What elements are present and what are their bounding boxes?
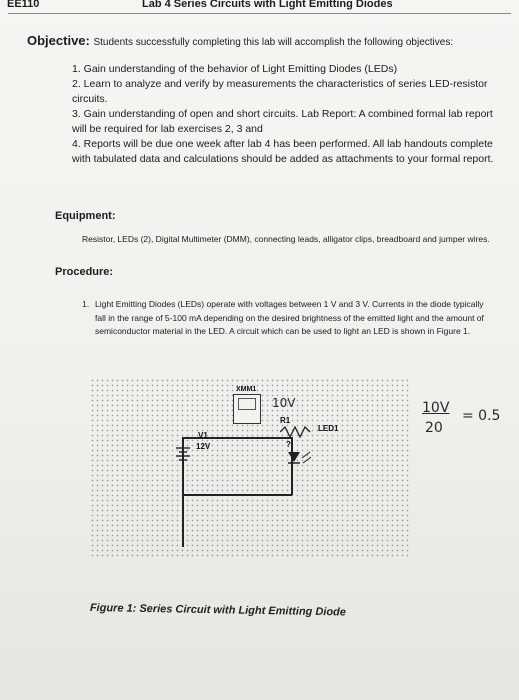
course-code: EE110 [7, 0, 40, 10]
source-value: 12V [196, 442, 211, 451]
objective-item: 3. Gain understanding of open and short circuits. Lab Report: A combined formal lab report will be required for lab exercises 2, 3 and [72, 108, 493, 135]
handwritten-fraction-denominator: 20 [425, 420, 443, 436]
objective-item: 2. Learn to analyze and verify by measurements the characteristics of series LED-resistor circuits. [72, 78, 488, 105]
equipment-text: Resistor, LEDs (2), Digital Multimeter (DMM), connecting leads, alligator clips, breadboard and jumper wires. [82, 234, 490, 244]
figure-caption: Figure 1: Series Circuit with Light Emitting Diode [89, 602, 347, 619]
circuit-diagram [90, 378, 410, 558]
procedure-step [82, 298, 488, 339]
objective-intro: Students successfully completing this lab will accomplish the following objectives: [93, 37, 454, 48]
source-label: V1 [198, 431, 208, 440]
multimeter-label: XMM1 [236, 386, 257, 393]
step-number: 1. [82, 299, 90, 309]
handwritten-fraction-numerator: 10V [422, 400, 450, 416]
multimeter-box [233, 394, 261, 424]
resistor-value: ? [286, 440, 291, 449]
battery-symbol [174, 444, 192, 464]
lab-title: Lab 4 Series Circuits with Light Emitting Diodes [142, 0, 393, 10]
handwritten-result: = 0.5 [462, 408, 501, 424]
wire-source-lead [182, 495, 184, 547]
led-symbol [286, 450, 314, 472]
procedure-heading: Procedure: [55, 266, 114, 278]
handwritten-voltage-note: 10V [272, 396, 296, 410]
header-rule [8, 13, 511, 14]
objective-item: 4. Reports will be due one week after lab 4 has been performed. All lab handouts complete with tabulated data and calculations should be added as attachments to your formal report. [72, 138, 494, 165]
objective-line [27, 33, 453, 48]
step-text: Light Emitting Diodes (LEDs) operate with voltages between 1 V and 3 V. Currents in the diode typically fall in the range of 5-100 mA depending on the desired brightness of the emitted light and the amount of semiconductor material in the LED. A circuit which can be used to light an LED is shown in Figure 1. [95, 299, 484, 336]
resistor-symbol [280, 426, 312, 438]
led-label: LED1 [318, 424, 339, 433]
objective-list [72, 62, 502, 167]
objective-heading: Objective: [27, 33, 90, 48]
resistor-label: R1 [280, 416, 291, 425]
multimeter-display [238, 398, 256, 410]
objective-item: 1. Gain understanding of the behavior of Light Emitting Diodes (LEDs) [72, 63, 398, 75]
wire-bottom [182, 494, 292, 496]
equipment-heading: Equipment: [55, 210, 116, 222]
